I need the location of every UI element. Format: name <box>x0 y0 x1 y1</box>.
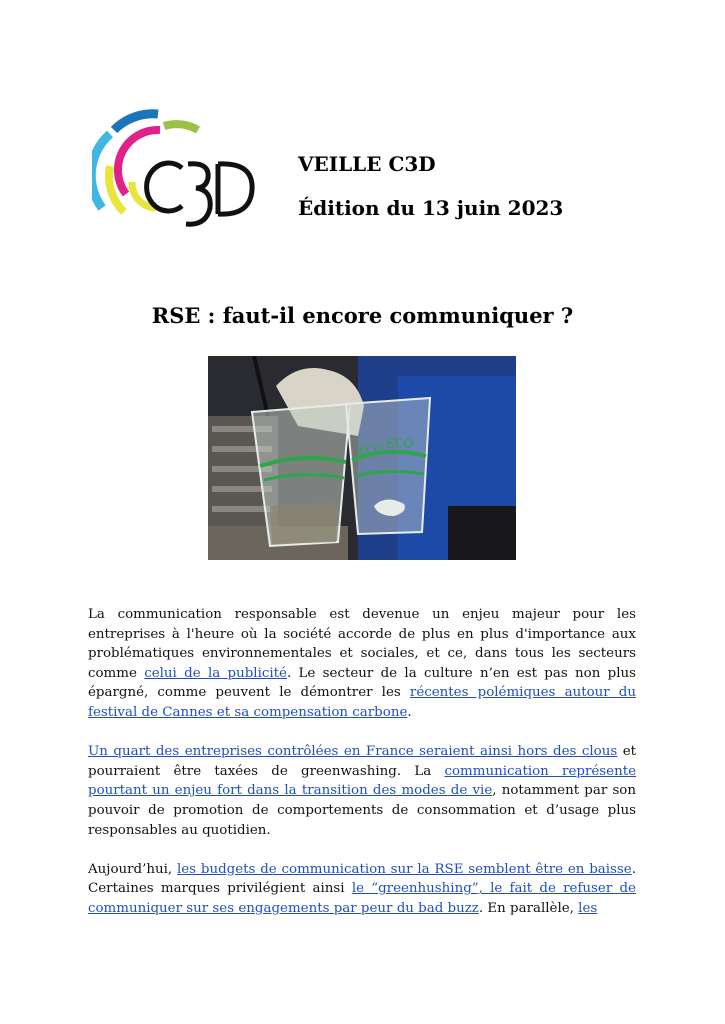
cup-eco-label-2: ECO <box>386 437 414 452</box>
p3-text-2: . Certaines marques privilégient ainsi <box>88 861 636 897</box>
photo-plastic-cups <box>208 356 516 560</box>
link-les[interactable]: les <box>578 900 598 916</box>
p1-text-3: . <box>407 704 412 720</box>
p3-text-3: . En parallèle, <box>478 900 579 916</box>
article-photo <box>208 356 516 560</box>
link-cannes-polemiques[interactable]: récentes polémiques autour du festival de Cannes et sa compensation carbone <box>88 685 636 720</box>
p1-text-1: La communication responsable est devenue un enjeu majeur pour les entreprises à l'heure où la société accorde de plus en plus d'importance aux problématiques environnementales et sociales, et ce, dans tous les secteurs comme <box>88 607 636 681</box>
link-communication-enjeu[interactable]: communication représente pourtant un enjeu fort dans la transition des modes de vie <box>88 763 636 799</box>
c3d-logo-graphic <box>92 106 262 246</box>
p2-text-1: et pourraient être taxées de greenwashing. La <box>88 744 636 779</box>
article-body <box>88 605 636 938</box>
p2-text-2: , notamment par son pouvoir de promotion de comportements de consommation et d’usage plus responsables au quotidien. <box>88 783 636 838</box>
paragraph-2 <box>88 742 636 840</box>
paragraph-1 <box>88 605 636 723</box>
link-publicite[interactable]: celui de la publicité <box>144 665 287 681</box>
link-greenhushing[interactable]: le “greenhushing”, le fait de refuser de communiquer sur ses engagements par peur du bad buzz <box>88 881 636 916</box>
c3d-logo <box>92 106 262 246</box>
cup-eco-label: ECO <box>358 443 384 457</box>
p1-text-2: . Le secteur de la culture n’en est pas non plus épargné, comme peuvent le démontrer les <box>88 665 636 701</box>
link-budgets-baisse[interactable]: les budgets de communication sur la RSE semblent être en baisse <box>176 861 632 877</box>
paragraph-3 <box>88 860 636 919</box>
article-title: RSE : faut-il encore communiquer ? <box>151 303 574 328</box>
header-line-edition: Édition du 13 juin 2023 <box>298 196 564 220</box>
header-line-veille: VEILLE C3D <box>298 152 436 176</box>
p3-text-1: Aujourd’hui, <box>88 861 177 877</box>
link-quart-entreprises[interactable]: Un quart des entreprises contrôlées en France seraient ainsi hors des clous <box>88 744 618 760</box>
